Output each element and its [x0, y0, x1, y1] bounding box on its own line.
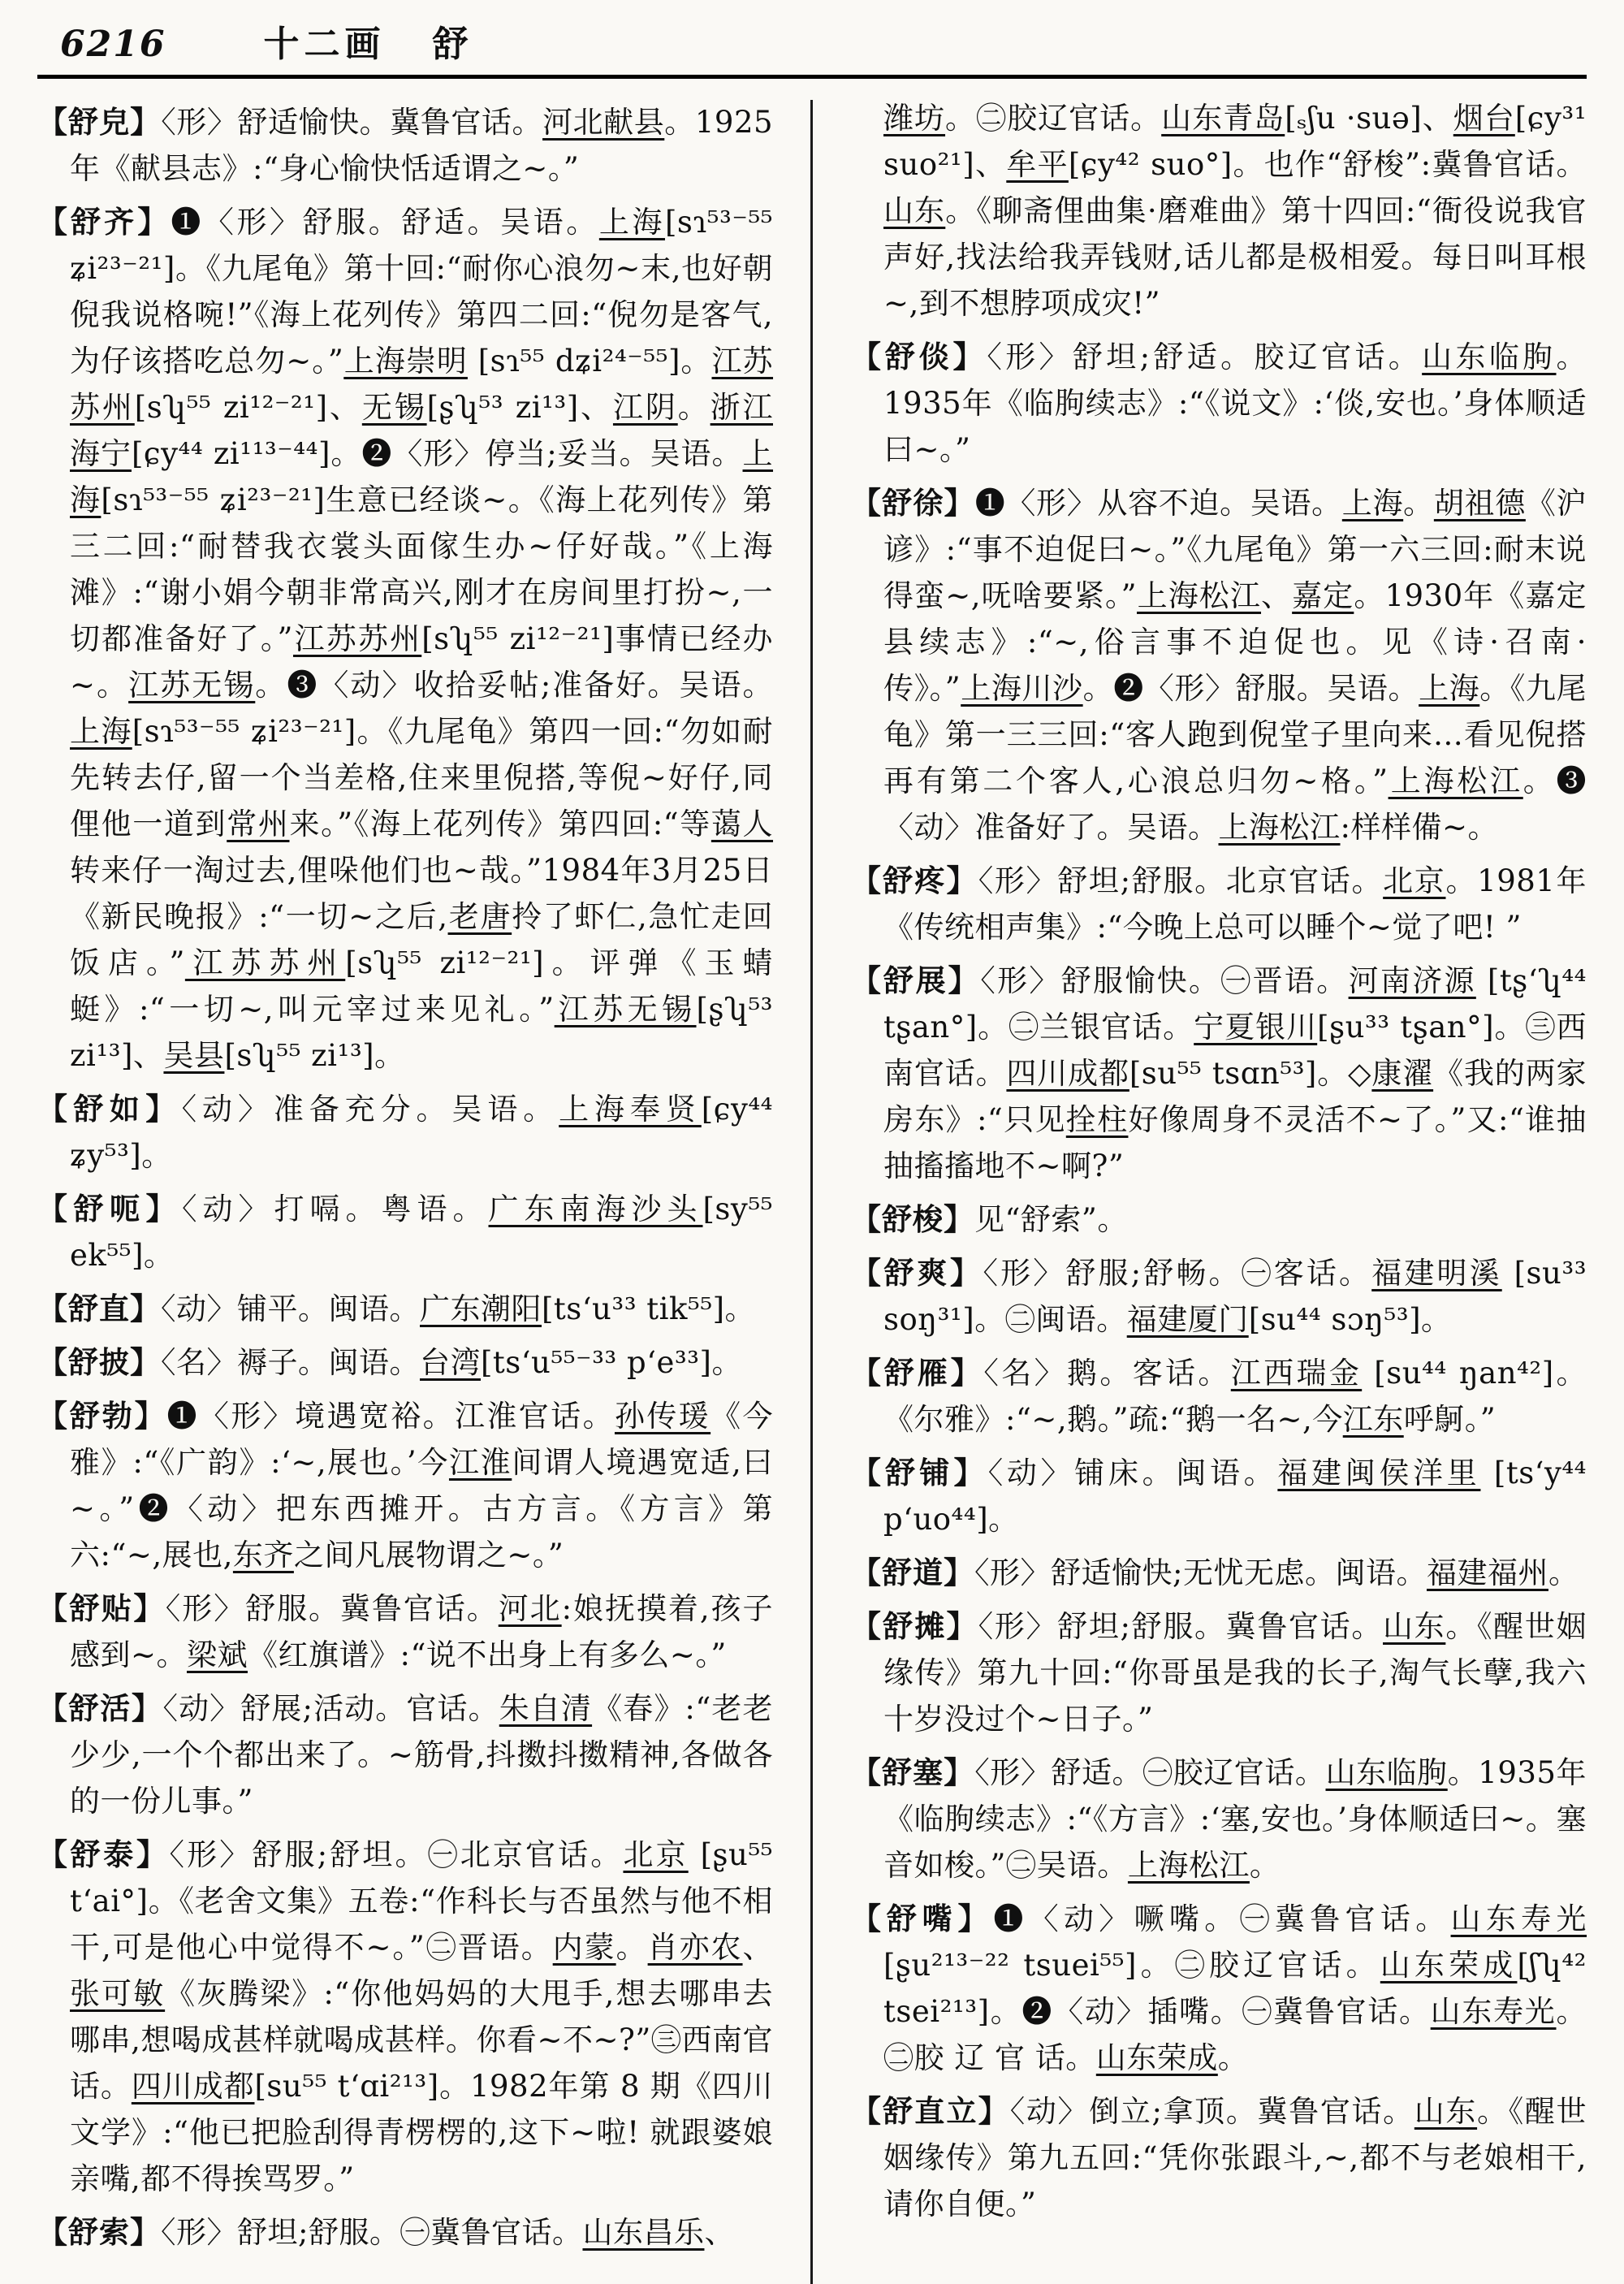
entry-headword: 【舒泰】	[37, 1836, 170, 1872]
entry-headword: 【舒齐】	[37, 204, 171, 240]
entry-body: 〈动〉打嗝。粤语。广东南海沙头[sy⁵⁵ ek⁵⁵]。	[70, 1192, 773, 1273]
column-left	[37, 95, 773, 2263]
head-character: 舒	[432, 24, 469, 65]
entry-headword: 【舒梭】	[851, 1201, 974, 1237]
entry-headword: 【舒直】	[37, 1291, 161, 1326]
header-rule	[37, 75, 1587, 79]
entry-body: 〈动〉铺平。闽语。广东潮阳[tsʻu³³ tik⁵⁵]。	[161, 1291, 756, 1326]
entry-body: 〈动〉倒立;拿顶。冀鲁官话。山东。《醒世姻缘传》第九五回:“凭你张跟斗,~,都不与老娘相干,请你自便。”	[883, 2094, 1587, 2221]
dictionary-entry	[851, 1896, 1587, 2081]
entry-headword: 【舒塞】	[851, 1754, 975, 1790]
entry-headword: 【舒展】	[851, 962, 981, 998]
entry-body: 见“舒索”。	[974, 1202, 1128, 1237]
entry-body: ❶〈形〉从容不迫。吴语。上海。胡祖德《沪谚》:“事不迫促曰~。”《九尾龟》第一六三回:耐末说得蛮~,呒啥要紧。”上海松江、嘉定。1930年《嘉定县续志》:“~,俗言事不迫促也。见《诗·召南·传》。”上海川沙。❷〈形〉舒服。吴语。上海。《九尾龟》第一三三回:“客人跑到倪堂子里向来…看见倪搭再有第二个客人,心浪总归勿~格。”上海松江。❸〈动〉准备好了。吴语。上海松江:样样備~。	[883, 486, 1587, 845]
dictionary-entry	[37, 1086, 773, 1179]
entry-headword: 【舒爽】	[851, 1255, 983, 1291]
entry-body: ❶〈形〉境遇宽裕。江淮官话。孙传瑗《今雅》:“《广韵》:‘~,展也。’今江淮间谓人境遇宽适,曰~。”❷〈动〉把东西摊开。古方言。《方言》第六:“~,展也,东齐之间凡展物谓之~。”	[70, 1399, 774, 1572]
entry-body: 〈动〉铺床。闽语。福建闽侯洋里 [tsʻy⁴⁴ pʻuo⁴⁴]。	[883, 1456, 1587, 1537]
dictionary-entry	[37, 1832, 773, 2202]
dictionary-entry	[37, 1393, 773, 1578]
entry-headword: 【舒活】	[37, 1690, 163, 1726]
dictionary-entry	[851, 958, 1587, 1189]
entry-body: 〈形〉舒服;舒坦。㊀北京官话。北京 [ʂu⁵⁵ tʻai°]。《老舍文集》五卷:“作科长与否虽然与他不相干,可是他心中觉得不~。”㊁晋语。内蒙。肖亦农、张可敏《灰腾梁》:“你他妈妈的大甩手,想去哪串去哪串,想喝成甚样就喝成甚样。你看~不~?”㊂西南官话。四川成都[su⁵⁵ tʻɑi²¹³]。1982年第 8 期《四川文学》:“他已把脸刮得青楞楞的,这下~啦! 就跟婆娘亲嘴,都不得挨骂罗。”	[70, 1837, 774, 2196]
entry-body: 〈名〉鹅。客话。江西瑞金 [su⁴⁴ ŋan⁴²]。《尔雅》:“~,鹅。”疏:“鹅一名~,今江东呼鴚。”	[883, 1356, 1587, 1437]
entry-headword: 【舒勃】	[37, 1398, 167, 1434]
entry-body: 〈动〉准备充分。吴语。上海奉贤[ɕy⁴⁴ ʑy⁵³]。	[70, 1092, 774, 1173]
entry-body: 〈形〉舒坦;舒服。冀鲁官话。山东。《醒世姻缘传》第九十回:“你哥虽是我的长子,淘气长孽,我六十岁没过个~日子。”	[883, 1609, 1587, 1737]
dictionary-entry	[851, 334, 1587, 473]
entry-body: 〈形〉舒坦;舒服。北京官话。北京。1981年《传统相声集》:“今晚上总可以睡个~觉了吧! ”	[883, 863, 1587, 945]
dictionary-entry	[37, 1585, 773, 1678]
dictionary-entry	[851, 1603, 1587, 1742]
entry-body: 〈动〉舒展;活动。官话。朱自清《春》:“老老少少,一个个都出来了。~筋骨,抖擞抖擞精神,各做各的一份儿事。”	[70, 1691, 774, 1819]
dictionary-entry	[851, 1450, 1587, 1542]
entry-headword: 【舒疼】	[851, 863, 978, 898]
stroke-section-title: 十二画	[263, 24, 386, 65]
entry-body: ❶〈形〉舒服。舒适。吴语。上海[sɿ⁵³⁻⁵⁵ ʑi²³⁻²¹]。《九尾龟》第十回:“耐你心浪勿~末,也好朝倪我说格啘!”《海上花列传》第四二回:“倪勿是客气,为仔该搭吃总勿~。”上海崇明 [sɿ⁵⁵ dʑi²⁴⁻⁵⁵]。江苏苏州[sʮ⁵⁵ zi¹²⁻²¹]、无锡[ʂʮ⁵³ zi¹³]、江阴。浙江海宁[ɕy⁴⁴ zi¹¹³⁻⁴⁴]。❷〈形〉停当;妥当。吴语。上海[sɿ⁵³⁻⁵⁵ ʑi²³⁻²¹]生意已经谈~。《海上花列传》第三二回:“耐替我衣裳头面傢生办~仔好哉。”《上海滩》:“谢小娟今朝非常高兴,刚才在房间里打扮~,一切都准备好了。”江苏苏州[sʮ⁵⁵ zi¹²⁻²¹]事情已经办~。江苏无锡。❸〈动〉收拾妥帖;准备好。吴语。上海[sɿ⁵³⁻⁵⁵ ʑi²³⁻²¹]。《九尾龟》第四一回:“勿如耐先转去仔,留一个当差格,住来里倪搭,等倪~好仔,同俚他一道到常州来。”《海上花列传》第四回:“等蔼人转来仔一淘过去,俚哚他们也~哉。”1984年3月25日《新民晚报》:“一切~之后,老唐拎了虾仁,急忙走回饭店。”江苏苏州[sʮ⁵⁵ zi¹²⁻²¹]。评弹《玉蜻蜓》:“一切~,叫元宰过来见礼。”江苏无锡[ʂʮ⁵³ zi¹³]、吴县[sʮ⁵⁵ zi¹³]。	[70, 205, 774, 1073]
entry-headword: 【舒索】	[37, 2214, 161, 2250]
dictionary-entry	[37, 2209, 773, 2256]
dictionary-entry	[37, 199, 773, 1079]
entry-headword: 【舒披】	[37, 1344, 161, 1380]
entry-headword: 【舒嘴】	[851, 1901, 994, 1936]
dictionary-entry-continuation	[851, 95, 1587, 327]
entry-headword: 【舒倓】	[851, 339, 987, 374]
entry-body: ❶〈动〉噘嘴。㊀冀鲁官话。山东寿光[ʂu²¹³⁻²² tsuei⁵⁵]。㊁胶辽官话。山东荣成[ʃʮ⁴² tsei²¹³]。❷〈动〉插嘴。㊀冀鲁官话。山东寿光。㊁胶 辽 官 话。山东荣成。	[883, 1901, 1587, 2075]
entry-headword: 【舒摊】	[851, 1608, 978, 1644]
text-columns	[37, 95, 1587, 2263]
page-number: 6216	[60, 24, 166, 65]
dictionary-entry	[851, 1750, 1587, 1888]
entry-headword: 【舒铺】	[851, 1455, 988, 1490]
dictionary-entry	[851, 1250, 1587, 1343]
column-right	[851, 95, 1587, 2263]
entry-headword: 【舒呃】	[37, 1191, 182, 1226]
dictionary-entry	[851, 480, 1587, 850]
entry-body: 〈形〉舒服;舒畅。㊀客话。福建明溪 [su³³ soŋ³¹]。㊁闽语。福建厦门[su⁴⁴ sɔŋ⁵³]。	[883, 1256, 1587, 1337]
dictionary-entry	[37, 1685, 773, 1824]
entry-body: 〈形〉舒坦;舒服。㊀冀鲁官话。山东昌乐、	[161, 2215, 735, 2250]
column-divider	[810, 100, 813, 2284]
entry-headword: 【舒徐】	[851, 485, 975, 521]
entry-headword: 【舒道】	[851, 1555, 974, 1590]
entry-headword: 【舒如】	[37, 1091, 182, 1127]
dictionary-entry	[851, 1196, 1587, 1243]
entry-headword: 【舒直立】	[851, 2093, 1010, 2129]
entry-body: 〈形〉舒服愉快。㊀晋语。河南济源 [tʂʻʮ⁴⁴ tʂan°]。㊁兰银官话。宁夏银川[ʂu³³ tʂan°]。㊂西南官话。四川成都[su⁵⁵ tsɑn⁵³]。◇康濯《我的两家房东》:“只见拴柱好像周身不灵活不~了。”又:“谁抽抽搐搐地不~啊?”	[883, 963, 1587, 1183]
entry-headword: 【舒贴】	[37, 1590, 166, 1626]
entry-body: 〈形〉舒适愉快;无忧无虑。闽语。福建福州。	[974, 1555, 1579, 1590]
entry-headword: 【舒皃】	[37, 104, 162, 140]
entry-body: 〈形〉舒适。㊀胶辽官话。山东临朐。1935年《临朐续志》:“《方言》:‘塞,安也。’身体顺适曰~。塞音如梭。”㊁吴语。上海松江。	[883, 1755, 1587, 1883]
dictionary-entry	[37, 99, 773, 192]
entry-body: 〈名〉褥子。闽语。台湾[tsʻu⁵⁵⁻³³ pʻe³³]。	[161, 1345, 742, 1380]
dictionary-entry	[37, 1339, 773, 1386]
dictionary-entry	[851, 1550, 1587, 1596]
entry-body: 〈形〉舒服。冀鲁官话。河北:娘抚摸着,孩子感到~。梁斌《红旗谱》:“说不出身上有多么~。”	[70, 1591, 774, 1672]
dictionary-entry	[851, 1350, 1587, 1443]
entry-body: 〈形〉舒坦;舒适。胶辽官话。山东临朐。1935年《临朐续志》:“《说文》:‘倓,安也。’身体顺适曰~。”	[883, 340, 1587, 467]
entry-headword: 【舒雁】	[851, 1355, 984, 1391]
dictionary-entry	[37, 1286, 773, 1332]
dictionary-entry	[851, 2088, 1587, 2227]
dictionary-entry	[851, 858, 1587, 950]
entry-body: 〈形〉舒适愉快。冀鲁官话。河北献县。1925年《献县志》:“身心愉快恬适谓之~。”	[70, 105, 774, 186]
page-header	[37, 15, 1587, 67]
entry-body: 潍坊。㊁胶辽官话。山东青岛[ₛʃu ·suə]、烟台[ɕy³¹ suo²¹]、牟平[ɕy⁴² suo°]。也作“舒梭”:冀鲁官话。山东。《聊斋俚曲集·磨难曲》第十四回:“衙役说我官声好,找法给我弄钱财,话儿都是极相爱。每日叫耳根~,到不想脖项成灾!”	[883, 101, 1587, 321]
dictionary-entry	[37, 1186, 773, 1278]
